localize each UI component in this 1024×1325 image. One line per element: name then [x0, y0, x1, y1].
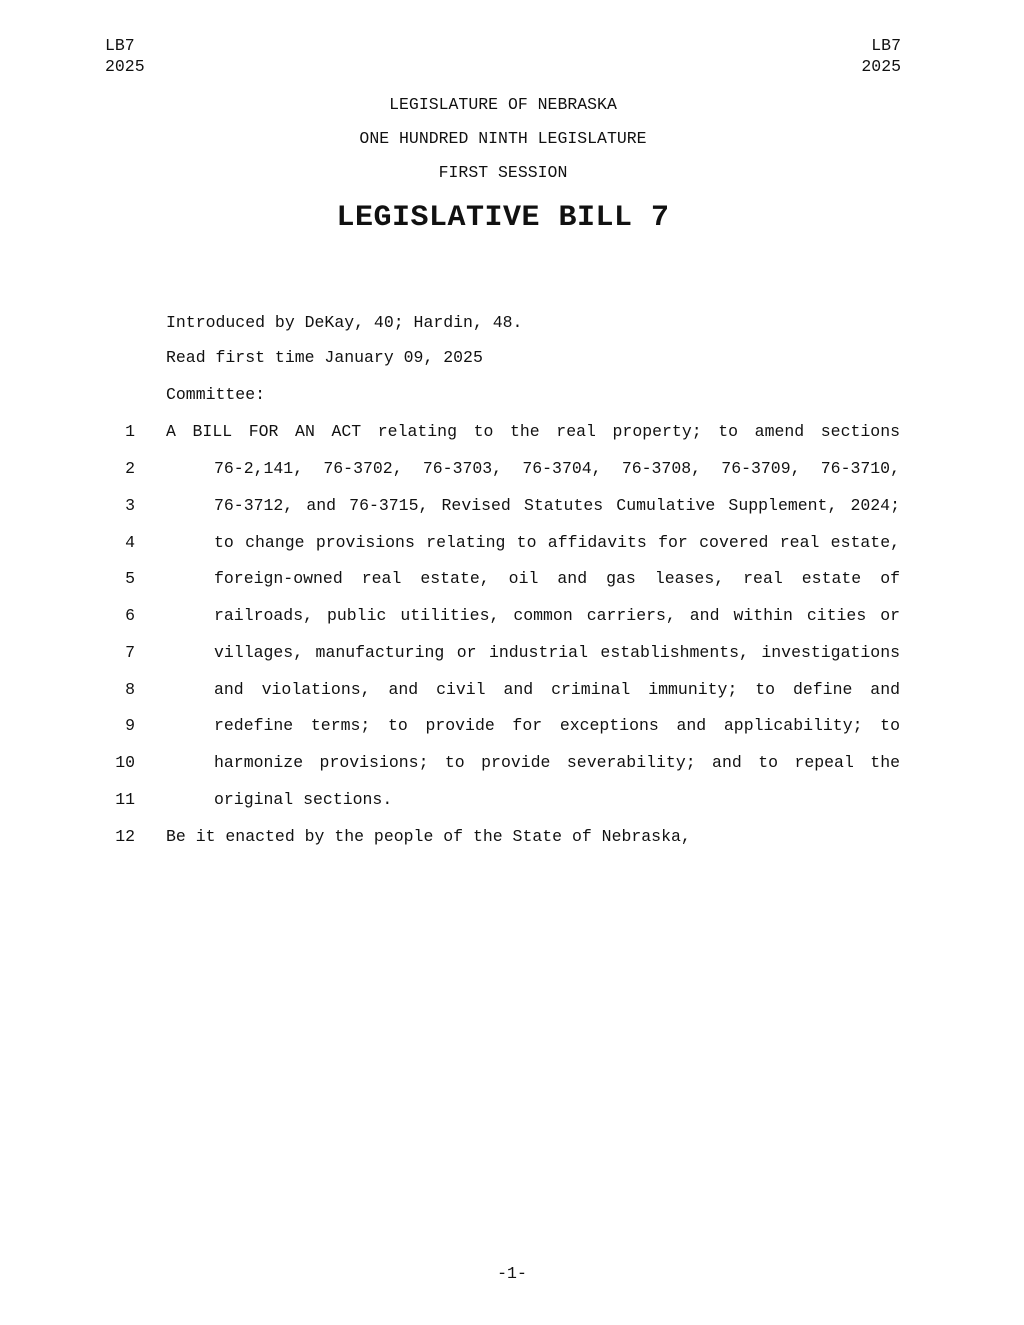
line-number: 6 — [125, 606, 135, 625]
header-right-bill: LB7 — [871, 36, 901, 55]
line-text: foreign-owned real estate, oil and gas leases, real estate of — [214, 569, 900, 588]
bill-line — [0, 422, 1024, 446]
line-number: 12 — [115, 827, 135, 846]
line-text: 76-3712, and 76-3715, Revised Statutes Cumulative Supplement, 2024; — [214, 496, 900, 515]
bill-line — [0, 533, 1024, 557]
line-text: harmonize provisions; to provide severability; and to repeal the — [214, 753, 900, 772]
bill-title: LEGISLATIVE BILL 7 — [336, 201, 670, 235]
bill-line — [0, 827, 1024, 851]
line-text: to change provisions relating to affidavits for covered real estate, — [214, 533, 900, 552]
line-text: original sections. — [214, 790, 393, 809]
committee: Committee: — [166, 385, 266, 404]
legislature-name: LEGISLATURE OF NEBRASKA — [389, 95, 617, 114]
session: FIRST SESSION — [438, 163, 568, 182]
bill-line — [0, 496, 1024, 520]
line-text: A BILL FOR AN ACT relating to the real property; to amend sections — [166, 422, 900, 441]
line-text: and violations, and civil and criminal immunity; to define and — [214, 680, 900, 699]
line-number: 10 — [115, 753, 135, 772]
line-number: 11 — [115, 790, 135, 809]
line-text: villages, manufacturing or industrial establishments, investigations — [214, 643, 900, 662]
bill-line — [0, 753, 1024, 777]
line-number: 8 — [125, 680, 135, 699]
line-number: 1 — [125, 422, 135, 441]
bill-line — [0, 790, 1024, 814]
line-number: 4 — [125, 533, 135, 552]
line-number: 9 — [125, 716, 135, 735]
line-text: redefine terms; to provide for exceptions and applicability; to — [214, 716, 900, 735]
line-text: railroads, public utilities, common carriers, and within cities or — [214, 606, 900, 625]
bill-line — [0, 569, 1024, 593]
session-name: ONE HUNDRED NINTH LEGISLATURE — [359, 129, 647, 148]
header-left — [105, 35, 145, 77]
line-number: 5 — [125, 569, 135, 588]
bill-line — [0, 643, 1024, 667]
bill-line — [0, 606, 1024, 630]
bill-line — [0, 459, 1024, 483]
bill-line — [0, 680, 1024, 704]
line-text: 76-2,141, 76-3702, 76-3703, 76-3704, 76-3708, 76-3709, 76-3710, — [214, 459, 900, 478]
line-text: Be it enacted by the people of the State of Nebraska, — [166, 827, 691, 846]
header-right — [861, 35, 901, 77]
header-left-year: 2025 — [105, 57, 145, 76]
header-right-year: 2025 — [861, 57, 901, 76]
header-left-bill: LB7 — [105, 36, 135, 55]
read-first-time: Read first time January 09, 2025 — [166, 348, 483, 367]
introduced-by: Introduced by DeKay, 40; Hardin, 48. — [166, 313, 523, 332]
page-number: -1- — [497, 1264, 527, 1283]
line-number: 7 — [125, 643, 135, 662]
bill-line — [0, 716, 1024, 740]
line-number: 3 — [125, 496, 135, 515]
line-number: 2 — [125, 459, 135, 478]
